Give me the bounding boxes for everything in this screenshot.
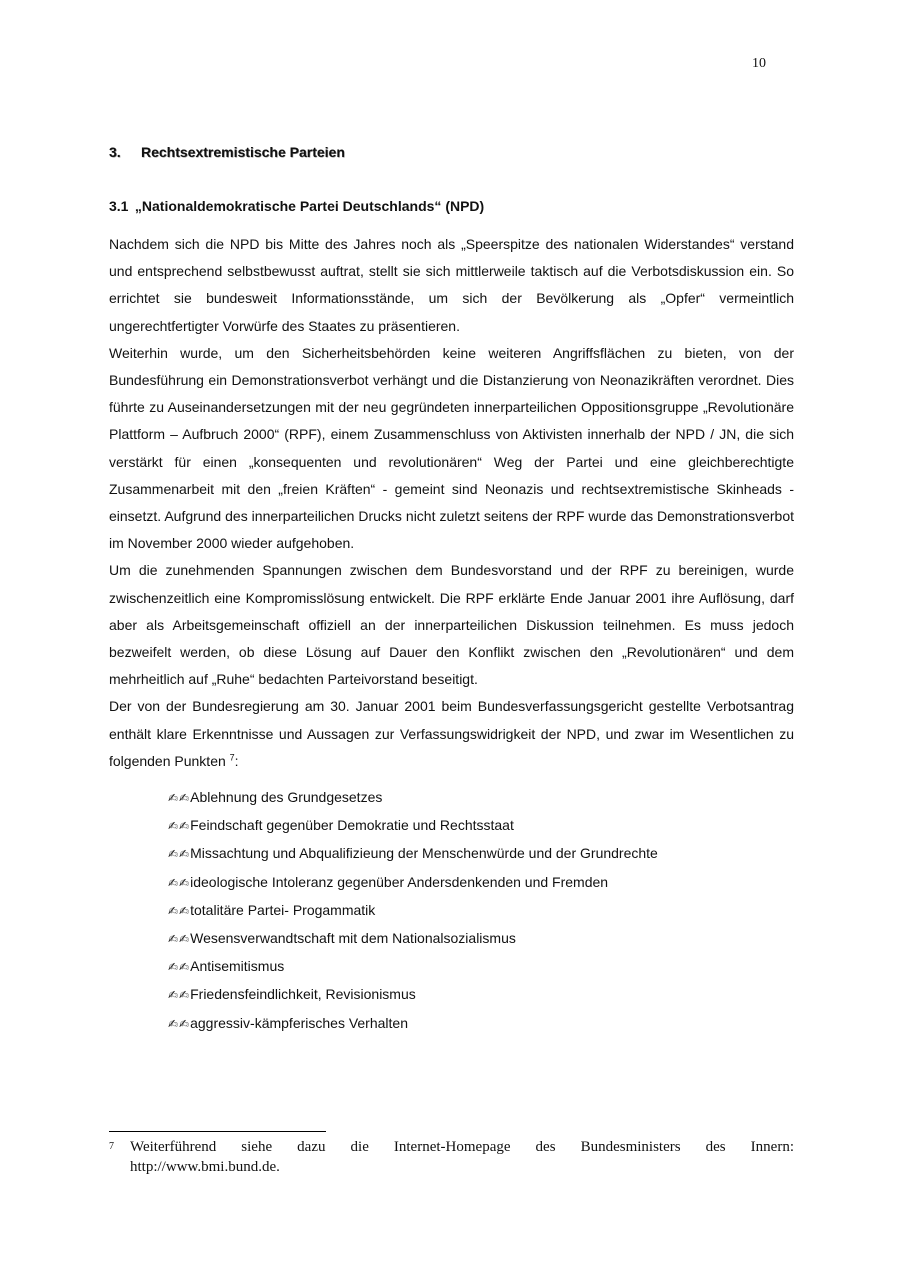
footnote-separator <box>109 1131 326 1132</box>
list-item <box>168 981 658 1009</box>
list-item-text: Feindschaft gegenüber Demokratie und Rechtsstaat <box>190 817 514 834</box>
list-item-text: Friedensfeindlichkeit, Revisionismus <box>190 986 416 1003</box>
writing-hand-icon: ✍✍ <box>168 960 191 975</box>
body-text <box>109 231 794 775</box>
paragraph: Weiterhin wurde, um den Sicherheitsbehörden keine weiteren Angriffsflächen zu bieten, von der Bundesführung ein Demonstrationsverbot verhängt und die Distanzierung von Neonazikräften verordnet. Dies führte zu Auseinandersetzungen mit der neu gegründeten innerparteilichen Oppositionsgruppe „Revolutionäre Plattform – Aufbruch 2000“ (RPF), einem Zusammenschluss von Aktivisten innerhalb der NPD / JN, die sich verstärkt für einen „konsequenten und revolutionären“ Weg der Partei und eine gleichberechtigte Zusammenarbeit mit den „freien Kräften“ - gemeint sind Neonazis und rechtsextremistische Skinheads - einsetzt. Aufgrund des innerparteilichen Drucks nicht zuletzt seitens der RPF wurde das Demonstrationsverbot im November 2000 wieder aufgehoben. <box>109 344 794 552</box>
list-item <box>168 953 658 981</box>
writing-hand-icon: ✍✍ <box>168 932 191 947</box>
writing-hand-icon: ✍✍ <box>168 903 191 918</box>
section-number: 3. <box>109 144 121 160</box>
section-heading <box>109 144 345 160</box>
paragraph: Nachdem sich die NPD bis Mitte des Jahres noch als „Speerspitze des nationalen Widerstandes“ verstand und entsprechend selbstbewusst auftrat, stellt sie sich mittlerweile taktisch auf die Verbotsdiskussion ein. So errichtet sie bundesweit Informationsstände, um sich der Bevölkerung als „Opfer“ vermeintlich ungerechtfertigter Vorwürfe des Staates zu präsentieren. <box>109 236 794 334</box>
list-item <box>168 840 658 868</box>
list-item <box>168 812 658 840</box>
list-item <box>168 869 658 897</box>
list-item-text: Wesensverwandtschaft mit dem Nationalsozialismus <box>190 930 516 947</box>
footnote-mark: 7 <box>109 1141 114 1152</box>
writing-hand-icon: ✍✍ <box>168 847 191 862</box>
footnote-text: Weiterführend siehe dazu die Internet-Homepage des Bundesministers des Innern: <box>130 1139 794 1155</box>
writing-hand-icon: ✍✍ <box>168 791 191 805</box>
subsection-number: 3.1 <box>109 198 129 214</box>
list-item <box>168 1010 658 1038</box>
footnote-reference[interactable]: 7 <box>229 752 235 763</box>
colon: : <box>234 752 239 769</box>
paragraph <box>109 693 794 775</box>
list-item <box>168 925 658 953</box>
list-item-text: Antisemitismus <box>190 958 285 975</box>
writing-hand-icon: ✍✍ <box>168 819 191 834</box>
page-number: 10 <box>752 56 766 71</box>
bullet-list <box>168 784 658 1038</box>
section-title: Rechtsextremistische Parteien <box>141 144 345 160</box>
list-item-text: aggressiv-kämpferisches Verhalten <box>190 1014 408 1031</box>
list-item-text: totalitäre Partei- Progammatik <box>190 901 376 918</box>
footnote <box>109 1137 794 1177</box>
paragraph-text: Der von der Bundesregierung am 30. Januar 2001 beim Bundesverfassungsgericht gestellte Verbotsantrag enthält klare Erkenntnisse und Aussagen zur Verfassungswidrigkeit der NPD, und zwar im Wesentlichen zu folgenden Punkten <box>109 698 794 769</box>
list-item-text: Missachtung und Abqualifizieung der Menschenwürde und der Grundrechte <box>190 845 658 862</box>
list-item-text: ideologische Intoleranz gegenüber Andersdenkenden und Fremden <box>190 873 609 890</box>
list-item <box>168 784 658 812</box>
list-item <box>168 897 658 925</box>
footnote-url-link[interactable]: http://www.bmi.bund.de. <box>130 1159 280 1175</box>
subsection-title: „Nationaldemokratische Partei Deutschlands“ (NPD) <box>134 198 485 214</box>
subsection-heading <box>109 198 484 214</box>
writing-hand-icon: ✍✍ <box>168 1016 191 1031</box>
paragraph: Um die zunehmenden Spannungen zwischen dem Bundesvorstand und der RPF zu bereinigen, wurde zwischenzeitlich eine Kompromisslösung entwickelt. Die RPF erklärte Ende Januar 2001 ihre Auflösung, darf aber als Arbeitsgemeinschaft offiziell an der innerparteilichen Diskussion teilnehmen. Es muss jedoch bezweifelt werden, ob diese Lösung auf Dauer den Konflikt zwischen den „Revolutionären“ und dem mehrheitlich auf „Ruhe“ bedachten Parteivorstand beseitigt. <box>109 562 794 688</box>
writing-hand-icon: ✍✍ <box>168 875 191 890</box>
list-item-text: Ablehnung des Grundgesetzes <box>190 789 383 805</box>
writing-hand-icon: ✍✍ <box>168 988 191 1003</box>
